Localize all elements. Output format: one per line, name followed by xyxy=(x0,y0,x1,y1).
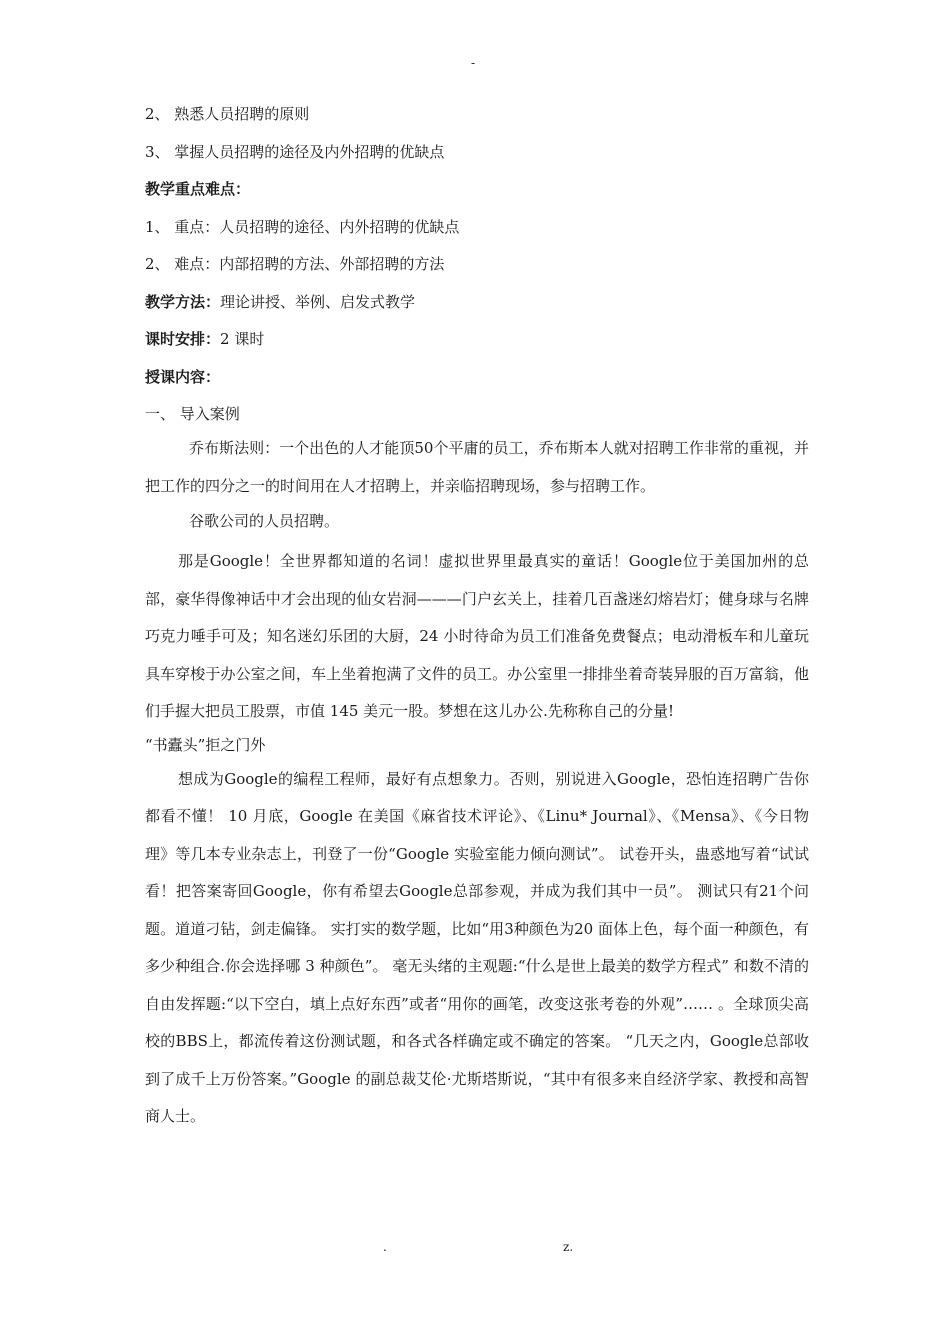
objective-item-2: 2、 熟悉人员招聘的原则 xyxy=(145,105,310,123)
footer-left-mark: . xyxy=(383,1240,387,1254)
hard-point: 2、 难点：内部招聘的方法、外部招聘的方法 xyxy=(145,255,445,273)
google-case-title: 谷歌公司的人员招聘。 xyxy=(189,512,340,530)
page-header-mark: - xyxy=(471,56,476,70)
google-test-paragraph: 想成为Google的编程工程师，最好有点想象力。否则，别说进入Google，恐怕连招聘广告你都看不懂！ 10 月底，Google 在美国《麻省技术评论》、《Linu* Journal》、《Mensa》、《今日物理》等几本专业杂志上，刊登了一份“Google 实验室能力倾向测试”。 试卷开头，蛊惑地写着“试试看！把答案寄回Google，你有希望去Google总部参观，并成为我们其中一员”。 测试只有21个问题。道道刁钻，剑走偏锋。 实打实的数学题，比如“用3种颜色为20 面体上色，每个面一种颜色，有多少种组合.你会选择哪 3 种颜色”。 毫无头绪的主观题:“什么是世上最美的数学方程式” 和数不清的自由发挥题:“以下空白，填上点好东西”或者“用你的画笔，改变这张考卷的外观”…… 。全球顶尖高校的BBS上，都流传着这份测试题，和各式各样确定或不确定的答案。 “几天之内，Google总部收到了成千上万份答案。”Google 的副总裁艾伦·尤斯塔斯说，“其中有很多来自经济学家、教授和高智商人士。 xyxy=(145,769,809,1125)
class-hours xyxy=(145,329,809,349)
method-value: 理论讲授、举例、启发式教学 xyxy=(220,292,416,311)
key-point: 1、 重点：人员招聘的途径、内外招聘的优缺点 xyxy=(145,217,460,236)
teaching-method xyxy=(145,292,809,312)
bookworm-heading: “书蠹头”拒之门外 xyxy=(145,735,266,754)
document-body xyxy=(145,104,809,1136)
google-intro-paragraph: 那是Google！全世界都知道的名词！虚拟世界里最真实的童话！Google位于美国加州的总部，豪华得像神话中才会出现的仙女岩洞———门户玄关上，挂着几百盏迷幻熔岩灯；健身球与名牌巧克力唾手可及；知名迷幻乐团的大厨，24 小时待命为员工们准备免费餐点；电动滑板车和儿童玩具车穿梭于办公室之间，车上坐着抱满了文件的员工。办公室里一排排坐着奇装异服的百万富翁，他们手握大把员工股票，市值 145 美元一股。梦想在这儿办公.先称称自己的分量! xyxy=(145,552,809,720)
footer-right-mark: z. xyxy=(563,1240,574,1254)
hours-value: 2 课时 xyxy=(220,330,265,348)
content-heading: 授课内容： xyxy=(145,367,221,386)
section-1-heading: 一、 导入案例 xyxy=(145,405,240,423)
difficulty-heading: 教学重点难点： xyxy=(145,180,251,198)
hours-label: 课时安排： xyxy=(145,330,221,348)
jobs-law-paragraph: 乔布斯法则：一个出色的人才能顶50个平庸的员工，乔布斯本人就对招聘工作非常的重视，并把工作的四分之一的时间用在人才招聘上，并亲临招聘现场，参与招聘工作。 xyxy=(145,439,809,495)
objective-item-3: 3、 掌握人员招聘的途径及内外招聘的优缺点 xyxy=(145,142,445,161)
method-label: 教学方法： xyxy=(145,292,221,311)
